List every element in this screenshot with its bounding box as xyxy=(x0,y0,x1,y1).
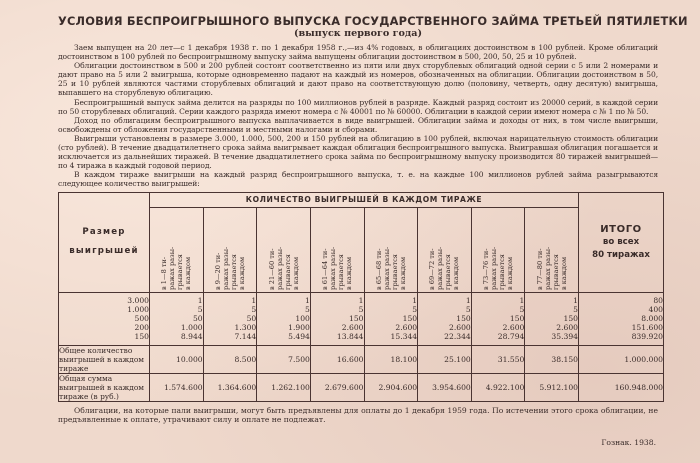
table-cell: 5.912.100 xyxy=(525,373,579,401)
total-header-line3: 80 тиражах xyxy=(592,249,650,260)
table-cell-total: 80 400 8.000 151.600 839.920 xyxy=(579,292,664,345)
total-header-line1: ИТОГО xyxy=(600,223,642,235)
table-cell: 7.500 xyxy=(257,345,311,373)
paragraph-prizes: Выигрыши установлены в размере 3.000, 1.000, 500, 200 и 150 рублей на облигацию в 100 рублей, включая нарицательную стоимость облигации (сто рублей). В течение двадцатилетнего срока займа выигрывает каждая облигация беспроигрышного выпуска. Выигравшая облигация погашается и исключается из дальнейших тиражей. В течение двадцатилетнего срока займа по беспроигрышному выпуску производится 80 тиражей выигрышей—по 4 тиража в каждый годовой период. xyxy=(58,133,658,171)
table-cell: 10.000 xyxy=(150,345,204,373)
page-title: УСЛОВИЯ БЕСПРОИГРЫШНОГО ВЫПУСКА ГОСУДАРСТВЕННОГО ЗАЙМА ТРЕТЬЕЙ ПЯТИЛЕТКИ xyxy=(58,14,688,28)
col-header-4 xyxy=(310,207,364,292)
col-header-7 xyxy=(471,207,525,292)
table-cell: 1 5 150 2.600 22.344 xyxy=(418,292,472,345)
table-cell: 16.600 xyxy=(310,345,364,373)
total-header xyxy=(579,192,664,292)
col-header-text: в 21—60 ти- ражах разы- грывается в каждом xyxy=(267,246,300,290)
table-cell: 2.904.600 xyxy=(364,373,418,401)
table-cell-total: 160.948.000 xyxy=(579,373,664,401)
col-header-5 xyxy=(364,207,418,292)
col-header-text: в 1—8 ти- ражах разы- грывается в каждом xyxy=(160,246,193,290)
table-cell: 1 5 100 1.900 5.494 xyxy=(257,292,311,345)
table-cell: 1 5 150 2.600 13.844 xyxy=(310,292,364,345)
col-header-1 xyxy=(150,207,204,292)
paragraph-denominations: Облигации достоинством в 500 и 200 рублей состоят соответственно из пяти или двух сторублевых облигаций одной серии с 5 или 2 номерами и дают право на 5 или 2 выигрыша, которые одновременно падают на каждый из номеров, обозначенных на облигации. Облигации достоинством в 50, 25 и 10 рублей являются частями сторублевых облигаций и дают право на соответствующую долю (половину, четверть, одну десятую) выигрыша, выпавшего на сторублевую облигацию. xyxy=(58,61,658,98)
table-cell: 18.100 xyxy=(364,345,418,373)
col-header-text: в 73—76 ти- ражах разы- грывается в каждом xyxy=(482,246,515,290)
col-header-text: в 65—68 ти- ражах разы- грывается в каждом xyxy=(374,246,407,290)
table-cell: 4.922.100 xyxy=(471,373,525,401)
table-cell: 3.954.600 xyxy=(418,373,472,401)
table-cell: 1 5 150 2.600 15.344 xyxy=(364,292,418,345)
prize-sizes: 3.000 1.000 500 200 150 xyxy=(59,292,150,345)
table-cell-total: 1.000.000 xyxy=(579,345,664,373)
page-subtitle: (выпуск первого года) xyxy=(293,28,423,39)
col-header-3 xyxy=(257,207,311,292)
table-cell: 1 5 150 2.600 35.394 xyxy=(525,292,579,345)
table-cell: 1 5 50 1.000 8.944 xyxy=(150,292,204,345)
table-cell: 8.500 xyxy=(203,345,257,373)
col-header-text: в 9—20 ти- ражах разы- грывается в каждом xyxy=(213,246,246,290)
col-header-8 xyxy=(525,207,579,292)
footer-note: Облигации, на которые пали выигрыши, могут быть предъявлены для оплаты до 1 декабря 1959 года. По истечении этого срока облигации, не предъявленные к оплате, утрачивают силу и оплате не подлежат. xyxy=(58,405,658,424)
table-cell: 1 5 50 1.300 7.144 xyxy=(203,292,257,345)
count-header: КОЛИЧЕСТВО ВЫИГРЫШЕЙ В КАЖДОМ ТИРАЖЕ xyxy=(150,192,579,207)
row-label-count: Общее количество выигрышей в каждом тираже xyxy=(59,345,150,373)
total-header-line2: во всех xyxy=(602,236,640,247)
table-cell: 2.679.600 xyxy=(310,373,364,401)
size-header: Размер выигрышей xyxy=(59,192,150,292)
col-header-text: в 77—80 ти- ражах разы- грывается в каждом xyxy=(535,246,568,290)
prize-table xyxy=(58,192,664,402)
paragraph-draw-intro: В каждом тираже выигрыши на каждый разряд беспроигрышного выпуска, т. е. на каждые 100 миллионов рублей займа разыгрываются следующее количество выигрышей: xyxy=(58,170,658,189)
col-header-2 xyxy=(203,207,257,292)
paragraph-term: Заем выпущен на 20 лет—с 1 декабря 1938 г. по 1 декабря 1958 г.,—из 4% годовых, в облигациях достоинством в 100 рублей. Кроме облигаций достоинством в 100 рублей по беспроигрышному выпуску займа выпущены облигации достоинством в 500, 200, 50, 25 и 10 рублей. xyxy=(58,43,658,62)
table-cell: 25.100 xyxy=(418,345,472,373)
table-cell: 1.262.100 xyxy=(257,373,311,401)
paragraph-income: Доход по облигациям беспроигрышного выпуска выплачивается в виде выигрышей. Облигации займа и доходы от них, в том числе выигрыши, освобождены от обложения государственными и местными налогами и сборами. xyxy=(58,115,658,134)
col-header-6 xyxy=(418,207,472,292)
table-cell: 38.150 xyxy=(525,345,579,373)
row-label-sum: Общая сумма выигрышей в каждом тираже (в руб.) xyxy=(59,373,150,401)
col-header-text: в 69—72 ти- ражах разы- грывается в каждом xyxy=(428,246,461,290)
col-header-text: в 61—64 ти- ражах разы- грывается в каждом xyxy=(321,246,354,290)
paragraph-categories: Беспроигрышный выпуск займа делится на разряды по 100 миллионов рублей в разряде. Каждый разряд состоит из 20000 серий, в каждой серии по 50 сторублевых облигаций. Серии каждого разряда имеют номера с № 40001 по № 60000. Облигации в каждой серии имеют номера с № 1 по № 50. xyxy=(58,97,658,116)
printer-imprint: Гознак. 1938. xyxy=(601,438,656,447)
table-cell: 1 5 150 2.600 28.794 xyxy=(471,292,525,345)
table-cell: 31.550 xyxy=(471,345,525,373)
table-cell: 1.364.600 xyxy=(203,373,257,401)
table-cell: 1.574.600 xyxy=(150,373,204,401)
